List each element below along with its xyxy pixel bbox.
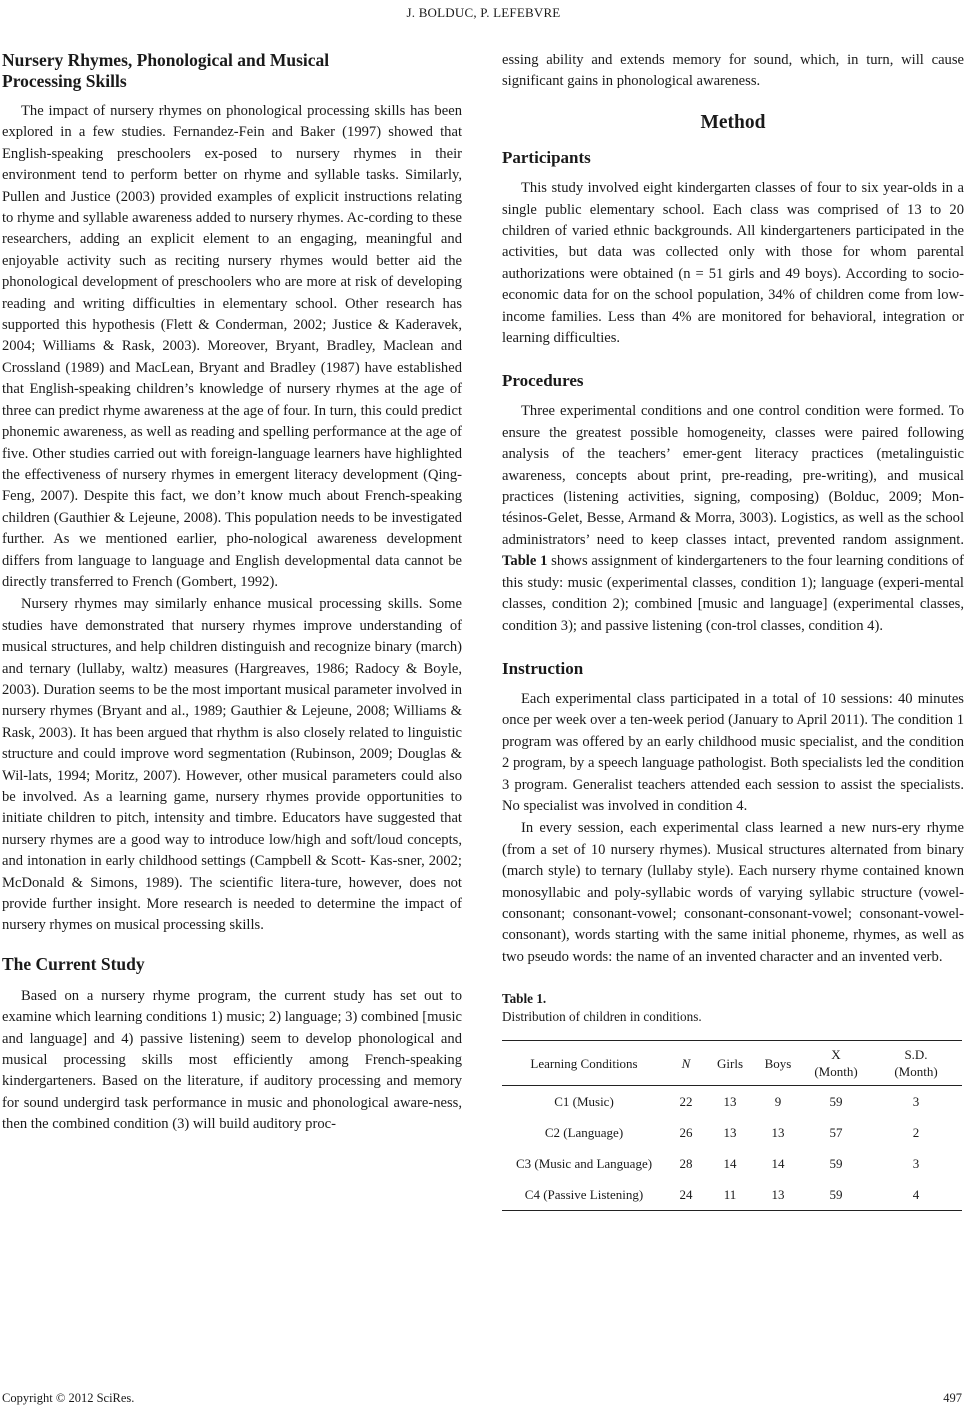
cell-boys: 13 [771, 1124, 785, 1140]
cell-sd: 4 [912, 1186, 920, 1202]
cell-girls: 13 [723, 1093, 737, 1109]
copyright-notice: Copyright © 2012 SciRes. [2, 1391, 135, 1405]
paragraph-procedures [502, 401, 964, 636]
cell-boys: 9 [774, 1093, 782, 1109]
header-x [802, 1041, 870, 1086]
cell-n: 22 [679, 1093, 693, 1109]
cell-sd: 3 [912, 1093, 920, 1109]
subsection-title-procedures: Procedures [502, 371, 584, 391]
conditions-table [502, 1040, 962, 1211]
cell-x: 59 [829, 1093, 843, 1109]
paragraph-instruction-1: Each experimental class participated in a total of 10 sessions: 40 minutes once per week over a ten-week period (January to April 2011). The condition 1 program was offered by an early childhood music specialist, and the condition 2 program, by a speech language pathologist. Both specialists led the condition 3 program. Generalist teachers attended each session to assist the specialists. No specialist was involved in condition 4. [502, 690, 964, 814]
cell-n: 28 [679, 1155, 693, 1171]
page-number: 497 [943, 1391, 962, 1405]
cell-n: 24 [679, 1186, 693, 1202]
header-girls: Girls [717, 1055, 743, 1071]
cell-condition: C1 (Music) [554, 1093, 614, 1109]
cell-girls: 11 [723, 1186, 737, 1202]
right-column [502, 50, 964, 1211]
section-title-method: Method [700, 111, 766, 133]
header-sd-line2: (Month) [894, 1064, 938, 1080]
paragraph-current-study: Based on a nursery rhyme program, the current study has set out to examine which learning conditions 1) music; 2) language; 3) combined [music and language] and 4) passive listening) seem to develop phonological and musical processing skills most efficiently among French-speaking kindergarteners. Based on the literature, if auditory processing and memory for sound undergird task performance in music and phonological aware-ness, then the combined condition (3) will build auditory proc- [2, 987, 462, 1133]
paragraph-instruction-2: In every session, each experimental class learned a new nurs-ery rhyme (from a set of 10 nursery rhymes). Musical structures alternated from binary (march style) to ternary (lullaby style). Each nursery rhyme contained known monosyllabic and poly-syllabic words of varying syllabic structure (vowel-consonant; consonant-vowel; consonant-consonant-vowel; consonant-vowel-consonant), words starting with the same initial phoneme, rhymes, as well as two pseudo words: the name of an invented character and an invented verb. [502, 820, 964, 965]
paragraph-continuation: essing ability and extends memory for sound, which, in turn, will cause significant gains in phonological awareness. [502, 52, 964, 90]
cell-boys: 13 [771, 1186, 785, 1202]
table-caption [502, 990, 964, 1026]
table-row [502, 1086, 962, 1118]
header-x-line1: X [831, 1047, 841, 1063]
cell-sd: 3 [912, 1155, 920, 1171]
cell-girls: 14 [723, 1155, 737, 1171]
header-x-line2: (Month) [814, 1064, 858, 1080]
subsection-title-instruction: Instruction [502, 658, 584, 678]
paragraph-musical: Nursery rhymes may similarly enhance musical processing skills. Some studies have demonstrated that nursery rhymes improve understanding of musical structures, and help children distinguish and recognize binary (march) and ternary (lullaby, waltz) measures (Hargreaves, 1986; Radocy & Boyle, 2003). Duration seems to be the most important musical parameter involved in nursery rhymes (Bryant and al., 1989; Gauthier & Lejeune, 2008; Williams & Rask, 2003). It has been argued that rhythm is also closely related to linguistic structure and could improve word segmentation (Rubinson, 2009; Douglas & Wil-lats, 1994; Moritz, 2007). However, other musical parameters could also be involved. As a learning game, nursery rhymes provide opportunities to initiate children to pitch, intensity and timbre. Educators have suggested that nursery rhymes are a good way to introduce low/high and soft/loud concepts, and intonation in early childhood settings (Campbell & Scott- Kas-sner, 2002; McDonald & Simons, 1989). The scientific litera-ture, however, does not provide further insight. More research is needed to determine the impact of nursery rhymes on musical processing skills. [2, 596, 462, 934]
header-n: N [681, 1055, 691, 1071]
header-sd-line1: S.D. [904, 1047, 928, 1063]
subsection-title-participants: Participants [502, 148, 591, 168]
cell-condition: C4 (Passive Listening) [524, 1186, 644, 1202]
cell-x: 57 [829, 1124, 843, 1140]
cell-condition: C3 (Music and Language) [515, 1155, 653, 1171]
cell-boys: 14 [771, 1155, 785, 1171]
left-column [2, 50, 462, 1136]
table-row [502, 1117, 962, 1148]
section-title-line1: Nursery Rhymes, Phonological and Musical [2, 50, 330, 70]
table-caption-text: Distribution of children in conditions. [502, 1009, 702, 1025]
section-title-current-study: The Current Study [2, 953, 145, 974]
cell-n: 26 [679, 1124, 693, 1140]
cell-condition: C2 (Language) [544, 1124, 624, 1140]
table-row [502, 1179, 962, 1211]
procedures-text-a: Three experimental conditions and one control condition were formed. To ensure the greatest possible homogeneity, classes were paired following analysis of the teachers’ emer-gent literacy practices (metalinguistic awareness, concepts about print, pre-reading, pre-writing), and musical practices (listening activities, signing, composing) (Bolduc, 2009; Mon-tésinos-Gelet, Besse, Armand & Morra, 3003). Logistics, as well as the school administrators’ need to keep classes intact, prevented random assignment. [502, 403, 964, 548]
section-title-nursery-rhymes [2, 50, 462, 92]
cell-girls: 13 [723, 1124, 737, 1140]
cell-x: 59 [829, 1186, 843, 1202]
cell-sd: 2 [912, 1124, 920, 1140]
header-learning-conditions: Learning Conditions [530, 1055, 638, 1071]
procedures-text-b: shows assignment of kindergarteners to the four learning conditions of this study: music (experimental classes, condition 1); language (experi-mental classes, condition 2); combined [music and language] (experimental classes, condition 3); and passive listening (con-trol classes, condition 4). [502, 553, 964, 634]
section-title-line2: Processing Skills [2, 71, 127, 91]
cell-x: 59 [829, 1155, 843, 1171]
table-header-row [502, 1041, 962, 1086]
paragraph-participants: This study involved eight kindergarten classes of four to six year-olds in a single public elementary school. Each class was comprised of 13 to 20 children of varied ethnic backgrounds. All kindergarteners participated in the activities, but data was collected only with those for whom parental authorizations were obtained (n = 51 girls and 49 boys). According to socio-economic data for on the school population, 34% of children come from low-income families. Less than 4% are monitored for behavioral, integration or learning difficulties. [502, 180, 964, 347]
header-sd [870, 1041, 962, 1086]
header-boys: Boys [764, 1055, 792, 1071]
table-label: Table 1. [502, 991, 547, 1007]
paragraph-phonological: The impact of nursery rhymes on phonological processing skills has been explored in a few studies. Fernandez-Fein and Baker (1997) showed that English-speaking preschoolers ex-posed to nursery rhymes in their environment tend to perform better on rhyme and syllable tasks. Similarly, Pullen and Justice (2003) provided examples of explicit instructions relating to rhyme and syllable awareness added to nursery rhymes. Ac-cording to these researchers, adding an explicit element to an engaging, meaningful and enjoyable activity such as reciting nursery rhymes would better aid the phonological development of preschoolers who are more at risk of developing reading and writing difficulties in elementary school. Other research has supported this hypothesis (Flett & Conderman, 2002; Justice & Kaderavek, 2004; Williams & Rask, 2003). Moreover, Bryant, Bradley, Maclean and Crossland (1989) and MacLean, Bryant and Bradley (1987) have established that English-speaking children’s knowledge of nursery rhymes at the age of three can predict rhyme awareness at the age of four. In turn, this could predict phonemic awareness, as well as reading and spelling performance at the age of five. Other studies carried out with foreign-language learners have highlighted the effectiveness of nursery rhymes in emergent literacy development (Qing-Feng, 2007). Despite this fact, we don’t know much about French-speaking children (Gauthier & Lejeune, 2008). This population needs to be investigated further. As we mentioned earlier, pho-nological awareness development differs from language to language and English developmental data cannot be directly transferred to French (Gombert, 1992). [2, 103, 462, 590]
table-row [502, 1148, 962, 1179]
running-head: J. BOLDUC, P. LEFEBVRE [406, 5, 561, 20]
table-reference: Table 1 [502, 553, 548, 570]
